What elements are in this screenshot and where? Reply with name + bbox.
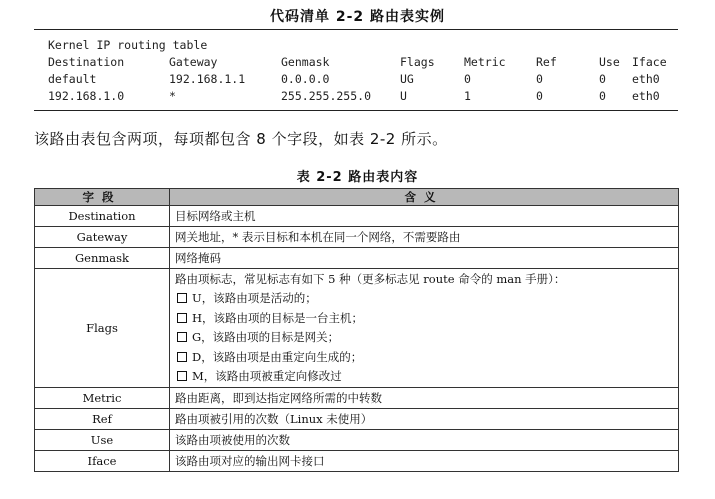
flag-item-text: G，该路由项的目标是网关；	[192, 330, 340, 344]
listing-top-rule	[34, 29, 678, 30]
code-cell: *	[169, 89, 176, 103]
field-meaning	[170, 269, 679, 388]
code-line	[48, 88, 678, 105]
header-field: 字段	[35, 189, 170, 206]
code-cell: Use	[599, 55, 620, 69]
square-bullet-icon	[177, 352, 187, 362]
field-meaning: 该路由项被使用的次数	[170, 429, 679, 450]
code-cell: Gateway	[169, 55, 218, 69]
field-meaning: 目标网络或主机	[170, 206, 679, 227]
field-meaning: 网关地址，* 表示目标和本机在同一个网络，不需要路由	[170, 227, 679, 248]
code-cell: Iface	[632, 55, 667, 69]
field-meaning: 网络掩码	[170, 248, 679, 269]
code-line	[48, 54, 678, 71]
listing-title: 代码清单 2-2 路由表实例	[269, 9, 446, 25]
code-cell: 255.255.255.0	[281, 89, 372, 103]
code-cell: Kernel IP routing table	[48, 38, 208, 52]
code-cell: Destination	[48, 55, 125, 69]
code-cell: 0	[599, 89, 606, 103]
table-row	[35, 269, 679, 388]
square-bullet-icon	[177, 313, 187, 323]
list-item	[175, 348, 670, 368]
table-header-row	[35, 189, 679, 206]
code-line	[48, 37, 678, 54]
code-cell: 192.168.1.0	[48, 89, 125, 103]
flags-intro: 路由项标志，常见标志有如下 5 种（更多标志见 route 命令的 man 手册）：	[175, 272, 566, 286]
code-cell: Ref	[536, 55, 557, 69]
field-name: Use	[35, 429, 170, 450]
listing-bottom-rule	[34, 110, 678, 111]
table-row	[35, 429, 679, 450]
flag-item-text: M，该路由项被重定向修改过	[192, 369, 342, 383]
code-line	[48, 71, 678, 88]
code-cell: Flags	[400, 55, 435, 69]
code-listing	[48, 37, 678, 105]
table-row	[35, 206, 679, 227]
table-row	[35, 408, 679, 429]
flag-item-text: U，该路由项是活动的；	[192, 291, 317, 305]
flag-list	[175, 289, 670, 387]
field-name: Destination	[35, 206, 170, 227]
square-bullet-icon	[177, 332, 187, 342]
code-cell: U	[400, 89, 407, 103]
table-title: 表 2-2 路由表内容	[296, 170, 419, 185]
field-meaning: 路由项被引用的次数（Linux 未使用）	[170, 408, 679, 429]
body-paragraph: 该路由表包含两项，每项都包含 8 个字段，如表 2-2 所示。	[34, 130, 448, 148]
field-name: Flags	[35, 269, 170, 388]
field-meaning: 该路由项对应的输出网卡接口	[170, 450, 679, 471]
flag-item-text: D，该路由项是由重定向生成的；	[192, 349, 363, 364]
header-meaning: 含义	[170, 189, 679, 206]
table-row	[35, 450, 679, 471]
code-cell: 0	[536, 72, 543, 86]
table-row	[35, 387, 679, 408]
list-item	[175, 367, 670, 387]
flag-item-text: H，该路由项的目标是一台主机；	[192, 310, 364, 325]
code-cell: 192.168.1.1	[169, 72, 246, 86]
list-item	[175, 289, 670, 309]
code-cell: 0	[464, 72, 471, 86]
field-name: Metric	[35, 387, 170, 408]
code-cell: Metric	[464, 55, 506, 69]
code-cell: 0.0.0.0	[281, 72, 330, 86]
code-cell: UG	[400, 72, 414, 86]
table-row	[35, 248, 679, 269]
code-cell: Genmask	[281, 55, 330, 69]
field-name: Gateway	[35, 227, 170, 248]
code-cell: 0	[536, 89, 543, 103]
code-cell: 0	[599, 72, 606, 86]
field-name: Iface	[35, 450, 170, 471]
code-cell: eth0	[632, 89, 660, 103]
list-item	[175, 309, 670, 329]
code-cell: eth0	[632, 72, 660, 86]
field-meaning: 路由距离，即到达指定网络所需的中转数	[170, 387, 679, 408]
code-cell: 1	[464, 89, 471, 103]
square-bullet-icon	[177, 371, 187, 381]
field-name: Ref	[35, 408, 170, 429]
square-bullet-icon	[177, 293, 187, 303]
field-name: Genmask	[35, 248, 170, 269]
list-item	[175, 328, 670, 348]
code-cell: default	[48, 72, 97, 86]
route-fields-table	[34, 188, 679, 472]
table-row	[35, 227, 679, 248]
